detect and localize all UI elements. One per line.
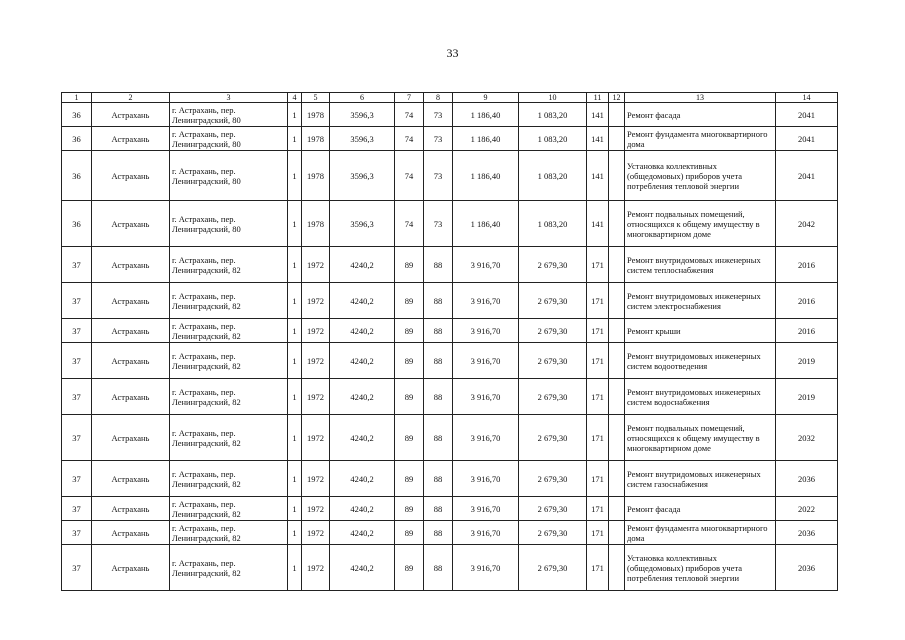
cell-n12 bbox=[609, 521, 625, 545]
cell-v9: 3 916,70 bbox=[453, 497, 519, 521]
header-cell-2: 2 bbox=[92, 93, 170, 103]
cell-num: 36 bbox=[62, 127, 92, 151]
cell-work: Ремонт крыши bbox=[625, 319, 776, 343]
cell-v10: 2 679,30 bbox=[519, 283, 587, 319]
cell-v10: 2 679,30 bbox=[519, 247, 587, 283]
cell-n8: 73 bbox=[424, 151, 453, 201]
cell-n12 bbox=[609, 415, 625, 461]
cell-n7: 89 bbox=[395, 545, 424, 591]
cell-v10: 2 679,30 bbox=[519, 461, 587, 497]
cell-n8: 88 bbox=[424, 343, 453, 379]
cell-num: 37 bbox=[62, 343, 92, 379]
cell-num: 36 bbox=[62, 201, 92, 247]
cell-address: г. Астрахань, пер. Ленинградский, 82 bbox=[170, 521, 288, 545]
cell-city: Астрахань bbox=[92, 283, 170, 319]
cell-year: 1972 bbox=[302, 461, 330, 497]
cell-n11: 141 bbox=[587, 103, 609, 127]
table-row bbox=[62, 545, 838, 591]
cell-n7: 89 bbox=[395, 461, 424, 497]
cell-num: 36 bbox=[62, 103, 92, 127]
cell-n8: 88 bbox=[424, 461, 453, 497]
cell-n7: 89 bbox=[395, 319, 424, 343]
header-cell-3: 3 bbox=[170, 93, 288, 103]
cell-area: 3596,3 bbox=[330, 151, 395, 201]
cell-v9: 1 186,40 bbox=[453, 103, 519, 127]
cell-n8: 88 bbox=[424, 415, 453, 461]
cell-year: 1978 bbox=[302, 201, 330, 247]
cell-work: Установка коллективных (общедомовых) приборов учета потребления тепловой энергии bbox=[625, 151, 776, 201]
page-number: 33 bbox=[446, 46, 459, 60]
header-cell-5: 5 bbox=[302, 93, 330, 103]
cell-address: г. Астрахань, пер. Ленинградский, 80 bbox=[170, 127, 288, 151]
table-row bbox=[62, 201, 838, 247]
cell-n11: 171 bbox=[587, 545, 609, 591]
cell-v9: 3 916,70 bbox=[453, 379, 519, 415]
cell-v9: 1 186,40 bbox=[453, 201, 519, 247]
cell-deadline: 2016 bbox=[776, 319, 838, 343]
cell-n4: 1 bbox=[288, 151, 302, 201]
cell-n4: 1 bbox=[288, 103, 302, 127]
cell-n4: 1 bbox=[288, 461, 302, 497]
cell-n12 bbox=[609, 151, 625, 201]
cell-year: 1972 bbox=[302, 379, 330, 415]
cell-city: Астрахань bbox=[92, 545, 170, 591]
cell-n7: 74 bbox=[395, 103, 424, 127]
cell-n4: 1 bbox=[288, 379, 302, 415]
cell-num: 37 bbox=[62, 497, 92, 521]
cell-n12 bbox=[609, 201, 625, 247]
cell-n8: 73 bbox=[424, 103, 453, 127]
cell-v9: 3 916,70 bbox=[453, 319, 519, 343]
cell-city: Астрахань bbox=[92, 343, 170, 379]
cell-deadline: 2022 bbox=[776, 497, 838, 521]
cell-v10: 2 679,30 bbox=[519, 497, 587, 521]
cell-v9: 1 186,40 bbox=[453, 151, 519, 201]
cell-deadline: 2036 bbox=[776, 521, 838, 545]
cell-work: Ремонт фасада bbox=[625, 103, 776, 127]
table-row bbox=[62, 127, 838, 151]
cell-n4: 1 bbox=[288, 201, 302, 247]
cell-city: Астрахань bbox=[92, 201, 170, 247]
cell-n8: 88 bbox=[424, 545, 453, 591]
cell-area: 4240,2 bbox=[330, 521, 395, 545]
cell-work: Ремонт внутридомовых инженерных систем газоснабжения bbox=[625, 461, 776, 497]
cell-year: 1972 bbox=[302, 545, 330, 591]
cell-n8: 88 bbox=[424, 247, 453, 283]
cell-n12 bbox=[609, 319, 625, 343]
cell-area: 3596,3 bbox=[330, 127, 395, 151]
table-row bbox=[62, 247, 838, 283]
cell-n11: 171 bbox=[587, 283, 609, 319]
cell-address: г. Астрахань, пер. Ленинградский, 82 bbox=[170, 415, 288, 461]
header-cell-7: 7 bbox=[395, 93, 424, 103]
cell-num: 37 bbox=[62, 415, 92, 461]
cell-year: 1972 bbox=[302, 283, 330, 319]
cell-n12 bbox=[609, 379, 625, 415]
cell-city: Астрахань bbox=[92, 127, 170, 151]
cell-n7: 74 bbox=[395, 151, 424, 201]
table-row bbox=[62, 103, 838, 127]
cell-deadline: 2019 bbox=[776, 343, 838, 379]
cell-work: Ремонт внутридомовых инженерных систем теплоснабжения bbox=[625, 247, 776, 283]
cell-n12 bbox=[609, 283, 625, 319]
header-cell-6: 6 bbox=[330, 93, 395, 103]
cell-n7: 89 bbox=[395, 497, 424, 521]
cell-year: 1972 bbox=[302, 415, 330, 461]
cell-n12 bbox=[609, 545, 625, 591]
cell-n11: 141 bbox=[587, 127, 609, 151]
cell-v10: 2 679,30 bbox=[519, 379, 587, 415]
cell-n11: 171 bbox=[587, 521, 609, 545]
cell-deadline: 2036 bbox=[776, 461, 838, 497]
header-cell-13: 13 bbox=[625, 93, 776, 103]
cell-n11: 141 bbox=[587, 151, 609, 201]
cell-area: 4240,2 bbox=[330, 461, 395, 497]
cell-num: 37 bbox=[62, 379, 92, 415]
table-row bbox=[62, 497, 838, 521]
cell-work: Ремонт внутридомовых инженерных систем электроснабжения bbox=[625, 283, 776, 319]
cell-n4: 1 bbox=[288, 545, 302, 591]
cell-city: Астрахань bbox=[92, 151, 170, 201]
cell-address: г. Астрахань, пер. Ленинградский, 82 bbox=[170, 461, 288, 497]
cell-n12 bbox=[609, 247, 625, 283]
cell-deadline: 2036 bbox=[776, 545, 838, 591]
cell-v9: 3 916,70 bbox=[453, 545, 519, 591]
cell-area: 4240,2 bbox=[330, 379, 395, 415]
cell-v10: 2 679,30 bbox=[519, 415, 587, 461]
cell-v10: 2 679,30 bbox=[519, 545, 587, 591]
cell-n4: 1 bbox=[288, 319, 302, 343]
cell-area: 4240,2 bbox=[330, 319, 395, 343]
cell-n8: 88 bbox=[424, 379, 453, 415]
cell-n4: 1 bbox=[288, 497, 302, 521]
cell-n11: 141 bbox=[587, 201, 609, 247]
cell-n4: 1 bbox=[288, 283, 302, 319]
cell-v10: 1 083,20 bbox=[519, 151, 587, 201]
cell-city: Астрахань bbox=[92, 319, 170, 343]
cell-address: г. Астрахань, пер. Ленинградский, 82 bbox=[170, 545, 288, 591]
cell-n4: 1 bbox=[288, 247, 302, 283]
cell-address: г. Астрахань, пер. Ленинградский, 82 bbox=[170, 247, 288, 283]
header-cell-4: 4 bbox=[288, 93, 302, 103]
cell-address: г. Астрахань, пер. Ленинградский, 82 bbox=[170, 319, 288, 343]
cell-n11: 171 bbox=[587, 379, 609, 415]
cell-area: 4240,2 bbox=[330, 343, 395, 379]
cell-deadline: 2042 bbox=[776, 201, 838, 247]
cell-area: 3596,3 bbox=[330, 201, 395, 247]
cell-v10: 2 679,30 bbox=[519, 521, 587, 545]
header-cell-14: 14 bbox=[776, 93, 838, 103]
cell-n8: 88 bbox=[424, 521, 453, 545]
cell-deadline: 2041 bbox=[776, 127, 838, 151]
cell-n4: 1 bbox=[288, 415, 302, 461]
cell-n12 bbox=[609, 461, 625, 497]
cell-area: 4240,2 bbox=[330, 247, 395, 283]
cell-v9: 3 916,70 bbox=[453, 521, 519, 545]
cell-v9: 3 916,70 bbox=[453, 415, 519, 461]
cell-n11: 171 bbox=[587, 497, 609, 521]
cell-v9: 3 916,70 bbox=[453, 461, 519, 497]
cell-v10: 2 679,30 bbox=[519, 319, 587, 343]
cell-area: 4240,2 bbox=[330, 415, 395, 461]
cell-city: Астрахань bbox=[92, 497, 170, 521]
cell-n8: 88 bbox=[424, 497, 453, 521]
table-row bbox=[62, 343, 838, 379]
cell-work: Ремонт внутридомовых инженерных систем водоснабжения bbox=[625, 379, 776, 415]
cell-work: Ремонт подвальных помещений, относящихся к общему имуществу в многоквартирном доме bbox=[625, 415, 776, 461]
cell-n4: 1 bbox=[288, 343, 302, 379]
cell-n12 bbox=[609, 343, 625, 379]
cell-year: 1978 bbox=[302, 151, 330, 201]
table-row bbox=[62, 319, 838, 343]
cell-num: 36 bbox=[62, 151, 92, 201]
capital-repair-table bbox=[61, 92, 838, 591]
table-row bbox=[62, 283, 838, 319]
cell-deadline: 2041 bbox=[776, 151, 838, 201]
cell-v10: 1 083,20 bbox=[519, 103, 587, 127]
cell-year: 1972 bbox=[302, 319, 330, 343]
cell-v10: 2 679,30 bbox=[519, 343, 587, 379]
table-row bbox=[62, 415, 838, 461]
cell-v9: 3 916,70 bbox=[453, 247, 519, 283]
cell-n12 bbox=[609, 127, 625, 151]
cell-num: 37 bbox=[62, 545, 92, 591]
cell-num: 37 bbox=[62, 521, 92, 545]
cell-address: г. Астрахань, пер. Ленинградский, 80 bbox=[170, 201, 288, 247]
cell-n7: 89 bbox=[395, 521, 424, 545]
cell-num: 37 bbox=[62, 283, 92, 319]
header-cell-12: 12 bbox=[609, 93, 625, 103]
table-row bbox=[62, 151, 838, 201]
cell-city: Астрахань bbox=[92, 247, 170, 283]
cell-year: 1972 bbox=[302, 343, 330, 379]
header-cell-8: 8 bbox=[424, 93, 453, 103]
cell-area: 4240,2 bbox=[330, 283, 395, 319]
cell-year: 1978 bbox=[302, 127, 330, 151]
cell-n8: 73 bbox=[424, 201, 453, 247]
cell-v9: 3 916,70 bbox=[453, 283, 519, 319]
table-header-row bbox=[62, 93, 838, 103]
header-cell-11: 11 bbox=[587, 93, 609, 103]
cell-address: г. Астрахань, пер. Ленинградский, 80 bbox=[170, 103, 288, 127]
cell-address: г. Астрахань, пер. Ленинградский, 82 bbox=[170, 497, 288, 521]
cell-n12 bbox=[609, 497, 625, 521]
cell-n7: 74 bbox=[395, 201, 424, 247]
cell-city: Астрахань bbox=[92, 379, 170, 415]
cell-v9: 3 916,70 bbox=[453, 343, 519, 379]
cell-n7: 89 bbox=[395, 379, 424, 415]
cell-v10: 1 083,20 bbox=[519, 201, 587, 247]
cell-n12 bbox=[609, 103, 625, 127]
cell-n7: 89 bbox=[395, 283, 424, 319]
cell-deadline: 2032 bbox=[776, 415, 838, 461]
cell-city: Астрахань bbox=[92, 521, 170, 545]
cell-num: 37 bbox=[62, 461, 92, 497]
cell-deadline: 2016 bbox=[776, 283, 838, 319]
cell-work: Ремонт фасада bbox=[625, 497, 776, 521]
cell-n11: 171 bbox=[587, 415, 609, 461]
cell-deadline: 2016 bbox=[776, 247, 838, 283]
cell-address: г. Астрахань, пер. Ленинградский, 82 bbox=[170, 283, 288, 319]
table-row bbox=[62, 521, 838, 545]
cell-address: г. Астрахань, пер. Ленинградский, 82 bbox=[170, 343, 288, 379]
cell-deadline: 2041 bbox=[776, 103, 838, 127]
cell-work: Ремонт подвальных помещений, относящихся к общему имуществу в многоквартирном доме bbox=[625, 201, 776, 247]
cell-address: г. Астрахань, пер. Ленинградский, 82 bbox=[170, 379, 288, 415]
cell-n8: 88 bbox=[424, 319, 453, 343]
cell-n8: 88 bbox=[424, 283, 453, 319]
cell-n7: 89 bbox=[395, 415, 424, 461]
cell-year: 1978 bbox=[302, 103, 330, 127]
cell-num: 37 bbox=[62, 247, 92, 283]
cell-area: 3596,3 bbox=[330, 103, 395, 127]
cell-city: Астрахань bbox=[92, 415, 170, 461]
cell-work: Установка коллективных (общедомовых) приборов учета потребления тепловой энергии bbox=[625, 545, 776, 591]
cell-area: 4240,2 bbox=[330, 497, 395, 521]
cell-work: Ремонт фундамента многоквартирного дома bbox=[625, 521, 776, 545]
cell-v10: 1 083,20 bbox=[519, 127, 587, 151]
cell-address: г. Астрахань, пер. Ленинградский, 80 bbox=[170, 151, 288, 201]
cell-num: 37 bbox=[62, 319, 92, 343]
header-cell-10: 10 bbox=[519, 93, 587, 103]
cell-n7: 74 bbox=[395, 127, 424, 151]
cell-work: Ремонт фундамента многоквартирного дома bbox=[625, 127, 776, 151]
header-cell-1: 1 bbox=[62, 93, 92, 103]
table-row bbox=[62, 461, 838, 497]
cell-n4: 1 bbox=[288, 127, 302, 151]
table-row bbox=[62, 379, 838, 415]
cell-n8: 73 bbox=[424, 127, 453, 151]
header-cell-9: 9 bbox=[453, 93, 519, 103]
cell-city: Астрахань bbox=[92, 103, 170, 127]
cell-n11: 171 bbox=[587, 247, 609, 283]
cell-n7: 89 bbox=[395, 247, 424, 283]
cell-year: 1972 bbox=[302, 497, 330, 521]
cell-work: Ремонт внутридомовых инженерных систем водоотведения bbox=[625, 343, 776, 379]
cell-year: 1972 bbox=[302, 521, 330, 545]
cell-n11: 171 bbox=[587, 461, 609, 497]
cell-n11: 171 bbox=[587, 319, 609, 343]
cell-deadline: 2019 bbox=[776, 379, 838, 415]
cell-n11: 171 bbox=[587, 343, 609, 379]
cell-n7: 89 bbox=[395, 343, 424, 379]
cell-area: 4240,2 bbox=[330, 545, 395, 591]
cell-v9: 1 186,40 bbox=[453, 127, 519, 151]
cell-city: Астрахань bbox=[92, 461, 170, 497]
cell-year: 1972 bbox=[302, 247, 330, 283]
cell-n4: 1 bbox=[288, 521, 302, 545]
